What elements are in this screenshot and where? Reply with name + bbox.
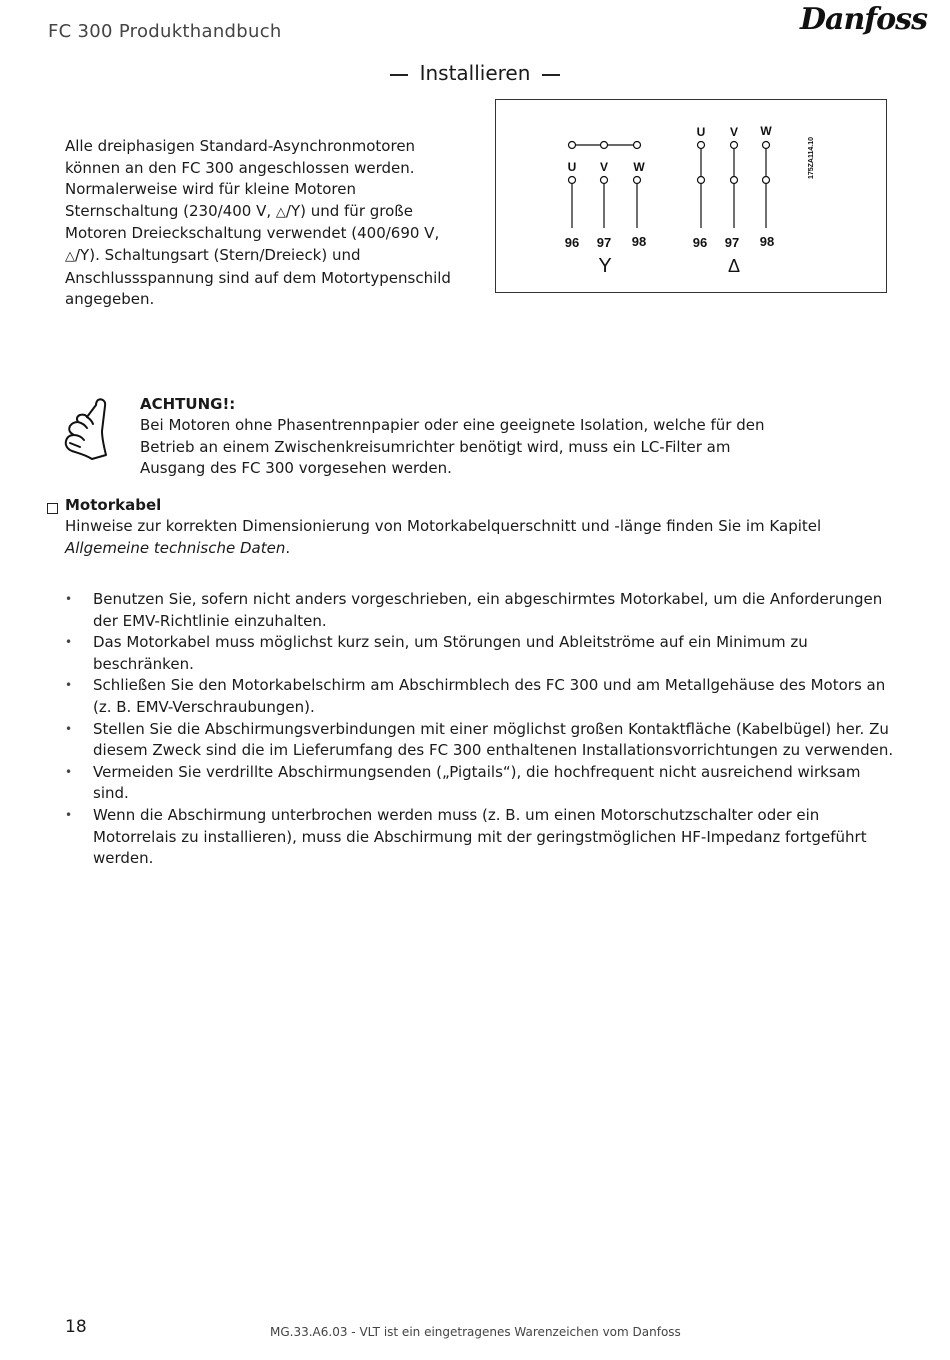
star-symbol: Y xyxy=(598,255,612,277)
list-item-text: Vermeiden Sie verdrillte Abschirmungsenden („Pigtails“), die hochfrequent nicht ausreichend wirksam sind. xyxy=(93,762,861,803)
terminal-node xyxy=(634,177,641,184)
triangle-icon: △ xyxy=(65,248,75,264)
phase-label: U xyxy=(567,160,577,174)
section-checkbox-icon xyxy=(47,503,58,514)
star-bridge-node xyxy=(601,142,608,149)
wiring-diagram xyxy=(495,99,887,293)
phase-label: W xyxy=(633,160,645,174)
terminal-node xyxy=(763,142,770,149)
terminal-node xyxy=(698,142,705,149)
terminal-label: 96 xyxy=(692,235,708,250)
danfoss-logo xyxy=(800,2,927,46)
motorkabel-intro-end: . xyxy=(285,538,291,557)
list-item-text: Das Motorkabel muss möglichst kurz sein, um Störungen und Ableitströme auf ein Minimum zu beschränken. xyxy=(93,633,808,673)
pointing-hand-icon xyxy=(62,395,112,465)
list-item-text: Schließen Sie den Motorkabelschirm am Abschirmblech des FC 300 und am Metallgehäuse des Motors an (z. B. EMV-Verschraubungen). xyxy=(93,676,886,716)
section-heading xyxy=(0,61,950,85)
bullet-icon: • xyxy=(65,678,73,693)
star-bridge-node xyxy=(634,142,641,149)
terminal-label: 98 xyxy=(759,234,775,249)
phase-label: U xyxy=(696,125,706,139)
terminal-node xyxy=(763,177,770,184)
list-item-text: Benutzen Sie, sofern nicht anders vorgeschrieben, ein abgeschirmtes Motorkabel, um die Anforderungen der EMV-Richtlinie einzuhalten. xyxy=(93,590,883,630)
terminal-label: 97 xyxy=(724,235,740,250)
bullet-icon: • xyxy=(65,721,73,736)
intro-paragraph xyxy=(65,136,465,311)
star-bridge-node xyxy=(569,142,576,149)
terminal-node xyxy=(731,142,738,149)
list-item xyxy=(65,632,895,675)
motorkabel-intro xyxy=(65,516,865,559)
intro-text-1: Alle dreiphasigen Standard-Asynchronmotoren können an den FC 300 angeschlossen werden. Normalerweise wird für kleine Motoren Sternschaltung (230/400 V, xyxy=(65,137,416,220)
terminal-label: 96 xyxy=(564,235,580,250)
triangle-icon: △ xyxy=(275,204,286,220)
figure-id: 175ZA114.10 xyxy=(808,136,815,180)
terminal-node xyxy=(731,177,738,184)
terminal-label: 98 xyxy=(631,234,647,249)
bullet-icon: • xyxy=(65,635,73,650)
bullet-icon: • xyxy=(65,807,73,822)
wiring-diagram-svg xyxy=(496,100,886,292)
list-item xyxy=(65,589,895,632)
note-body: Bei Motoren ohne Phasentrennpapier oder eine geeignete Isolation, welche für den Betrieb an einem Zwischenkreisumrichter benötigt wird, muss ein LC-Filter am Ausgang des FC 300 vorgesehen werden. xyxy=(140,416,765,478)
section-title: Installieren xyxy=(419,61,531,85)
delta-symbol: Δ xyxy=(727,256,741,276)
delta-connection xyxy=(698,142,770,229)
note-title: ACHTUNG!: xyxy=(140,395,236,413)
phase-label: V xyxy=(729,125,739,139)
phase-label: W xyxy=(760,124,772,138)
phase-label: V xyxy=(599,160,609,174)
intro-text-3: /Y). Schaltungsart (Stern/Dreieck) und Anschlussspannung sind auf dem Motortypenschild angegeben. xyxy=(65,245,451,309)
bullet-icon: • xyxy=(65,764,73,779)
page-number: 18 xyxy=(65,1317,87,1337)
list-item xyxy=(65,719,895,762)
bullet-icon: • xyxy=(65,592,73,606)
list-item xyxy=(65,762,895,805)
motorkabel-bullet-list xyxy=(65,589,895,870)
footer-text: MG.33.A6.03 - VLT ist ein eingetragenes Warenzeichen vom Danfoss xyxy=(270,1325,681,1339)
motorkabel-intro-text: Hinweise zur korrekten Dimensionierung von Motorkabelquerschnitt und -länge finden Sie im Kapitel xyxy=(65,517,822,535)
terminal-node xyxy=(569,177,576,184)
list-item xyxy=(65,805,895,870)
document-title: FC 300 Produkthandbuch xyxy=(48,21,282,42)
motorkabel-title: Motorkabel xyxy=(65,496,162,514)
intro-text-2: /Y) und für große Motoren Dreieckschaltung verwendet (400/690 V, xyxy=(65,201,440,243)
list-item-text: Stellen Sie die Abschirmungsverbindungen mit einer möglichst großen Kontaktfläche (Kabelbügel) her. Zu diesem Zweck sind die im Lieferumfang des FC 300 enthaltenen Installationsvorrichtungen zu verwenden. xyxy=(93,719,894,760)
heading-dash-right xyxy=(542,74,560,76)
logo-wordmark: Danfoss xyxy=(800,2,927,37)
terminal-node xyxy=(698,177,705,184)
chapter-reference: Allgemeine technische Daten xyxy=(65,538,286,557)
terminal-node xyxy=(601,177,608,184)
heading-dash-left xyxy=(390,74,408,76)
star-connection xyxy=(569,142,641,229)
list-item xyxy=(65,675,895,718)
list-item-text: Wenn die Abschirmung unterbrochen werden muss (z. B. um einen Motorschutzschalter oder ein Motorrelais zu installieren), muss die Abschirmung mit der geringstmöglichen HF-Impedanz fortgeführt werden. xyxy=(93,805,867,868)
terminal-label: 97 xyxy=(596,235,612,250)
